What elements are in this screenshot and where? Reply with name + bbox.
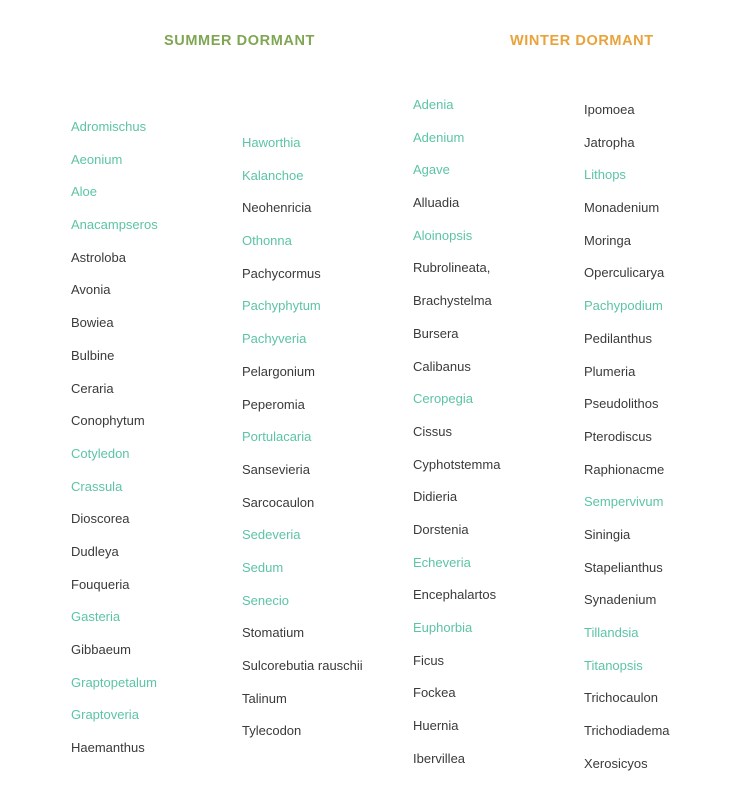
plant-link[interactable]: Lithops <box>584 167 626 183</box>
plant-name: Pelargonium <box>242 363 315 379</box>
plant-name: Trichocaulon <box>584 690 658 706</box>
plant-link[interactable]: Cotyledon <box>71 445 130 461</box>
plant-name: Fockea <box>413 685 456 701</box>
plant-name: Cissus <box>413 423 453 439</box>
plant-link[interactable]: Aloe <box>71 184 98 200</box>
plant-name: Bowiea <box>71 315 114 331</box>
summer-dormant-list-column-1 <box>71 118 158 772</box>
plant-link[interactable]: Titanopsis <box>584 657 643 673</box>
plant-name: Pedilanthus <box>584 330 652 346</box>
plant-name: Neohenricia <box>242 200 312 216</box>
plant-name: Calibanus <box>413 358 471 374</box>
plant-link[interactable]: Aloinopsis <box>413 227 473 243</box>
plant-link[interactable]: Euphorbia <box>413 620 473 635</box>
plant-name: Synadenium <box>584 592 657 608</box>
plant-name: Sulcorebutia rauschii <box>242 658 363 673</box>
summer-dormant-list-column-2 <box>242 134 363 755</box>
plant-link[interactable]: Pachypodium <box>584 298 663 314</box>
plant-name: Trichodiadema <box>584 723 670 739</box>
plant-link[interactable]: Sempervivum <box>584 494 664 510</box>
plant-name: Peperomia <box>242 396 305 412</box>
winter-dormant-list-column-1 <box>413 96 500 782</box>
plant-link[interactable]: Graptoveria <box>71 707 139 723</box>
plant-name: Ceraria <box>71 380 114 396</box>
plant-name: Huernia <box>413 718 459 734</box>
plant-name: Bursera <box>413 325 459 341</box>
plant-link[interactable]: Tillandsia <box>584 625 639 640</box>
plant-name: Dudleya <box>71 543 119 559</box>
plant-name: Siningia <box>584 526 631 542</box>
plant-name: Dioscorea <box>71 511 130 527</box>
plant-link[interactable]: Sedum <box>242 559 284 575</box>
plant-link[interactable]: Graptopetalum <box>71 674 157 690</box>
plant-name: Astroloba <box>71 249 126 265</box>
plant-name: Ibervillea <box>413 750 466 766</box>
plant-name: Gibbaeum <box>71 642 131 657</box>
plant-name: Pseudolithos <box>584 396 659 412</box>
plant-name: Ficus <box>413 652 445 668</box>
plant-name: Alluadia <box>413 195 460 211</box>
plant-name: Conophytum <box>71 413 145 429</box>
plant-link[interactable]: Portulacaria <box>242 429 312 445</box>
plant-name: Sarcocaulon <box>242 494 315 510</box>
plant-name: Brachystelma <box>413 293 492 309</box>
plant-name: Rubrolineata, <box>413 260 491 276</box>
plant-name: Dorstenia <box>413 521 469 537</box>
plant-link[interactable]: Adenia <box>413 97 454 112</box>
plant-name: Didieria <box>413 489 458 505</box>
winter-dormant-list-column-2 <box>584 101 670 787</box>
winter-dormant-heading: WINTER DORMANT <box>510 33 654 49</box>
plant-link[interactable]: Anacampseros <box>71 217 158 233</box>
plant-link[interactable]: Echeveria <box>413 554 471 570</box>
plant-link[interactable]: Kalanchoe <box>242 167 304 183</box>
plant-link[interactable]: Crassula <box>71 478 123 494</box>
plant-link[interactable]: Senecio <box>242 592 289 608</box>
plant-link[interactable]: Ceropegia <box>413 391 473 407</box>
plant-link[interactable]: Sedeveria <box>242 527 301 543</box>
plant-name: Stapelianthus <box>584 559 663 575</box>
plant-name: Ipomoea <box>584 102 635 117</box>
plant-link[interactable]: Pachyphytum <box>242 298 321 314</box>
plant-link[interactable]: Adenium <box>413 129 465 145</box>
plant-name: Xerosicyos <box>584 755 648 771</box>
plant-link[interactable]: Pachyveria <box>242 331 307 347</box>
plant-name: Tylecodon <box>242 723 302 739</box>
plant-name: Talinum <box>242 690 287 706</box>
plant-link[interactable]: Aeonium <box>71 151 123 167</box>
plant-name: Sansevieria <box>242 461 310 477</box>
plant-link[interactable]: Adromischus <box>71 119 147 134</box>
plant-name: Jatropha <box>584 134 635 150</box>
plant-name: Pachycormus <box>242 265 321 281</box>
plant-name: Plumeria <box>584 363 636 379</box>
plant-name: Monadenium <box>584 200 660 216</box>
plant-name: Moringa <box>584 232 631 248</box>
plant-name: Fouqueria <box>71 576 130 592</box>
plant-name: Haemanthus <box>71 740 145 756</box>
plant-name: Raphionacme <box>584 461 665 477</box>
plant-link[interactable]: Gasteria <box>71 609 121 625</box>
plant-name: Cyphotstemma <box>413 456 501 472</box>
plant-name: Bulbine <box>71 347 115 363</box>
plant-name: Pterodiscus <box>584 428 652 444</box>
plant-name: Encephalartos <box>413 587 497 603</box>
plant-link[interactable]: Haworthia <box>242 135 301 150</box>
plant-link[interactable]: Agave <box>413 162 450 178</box>
plant-link[interactable]: Othonna <box>242 233 292 249</box>
summer-dormant-heading: SUMMER DORMANT <box>164 33 315 49</box>
plant-name: Avonia <box>71 282 111 298</box>
plant-name: Stomatium <box>242 625 305 641</box>
plant-name: Operculicarya <box>584 265 665 281</box>
